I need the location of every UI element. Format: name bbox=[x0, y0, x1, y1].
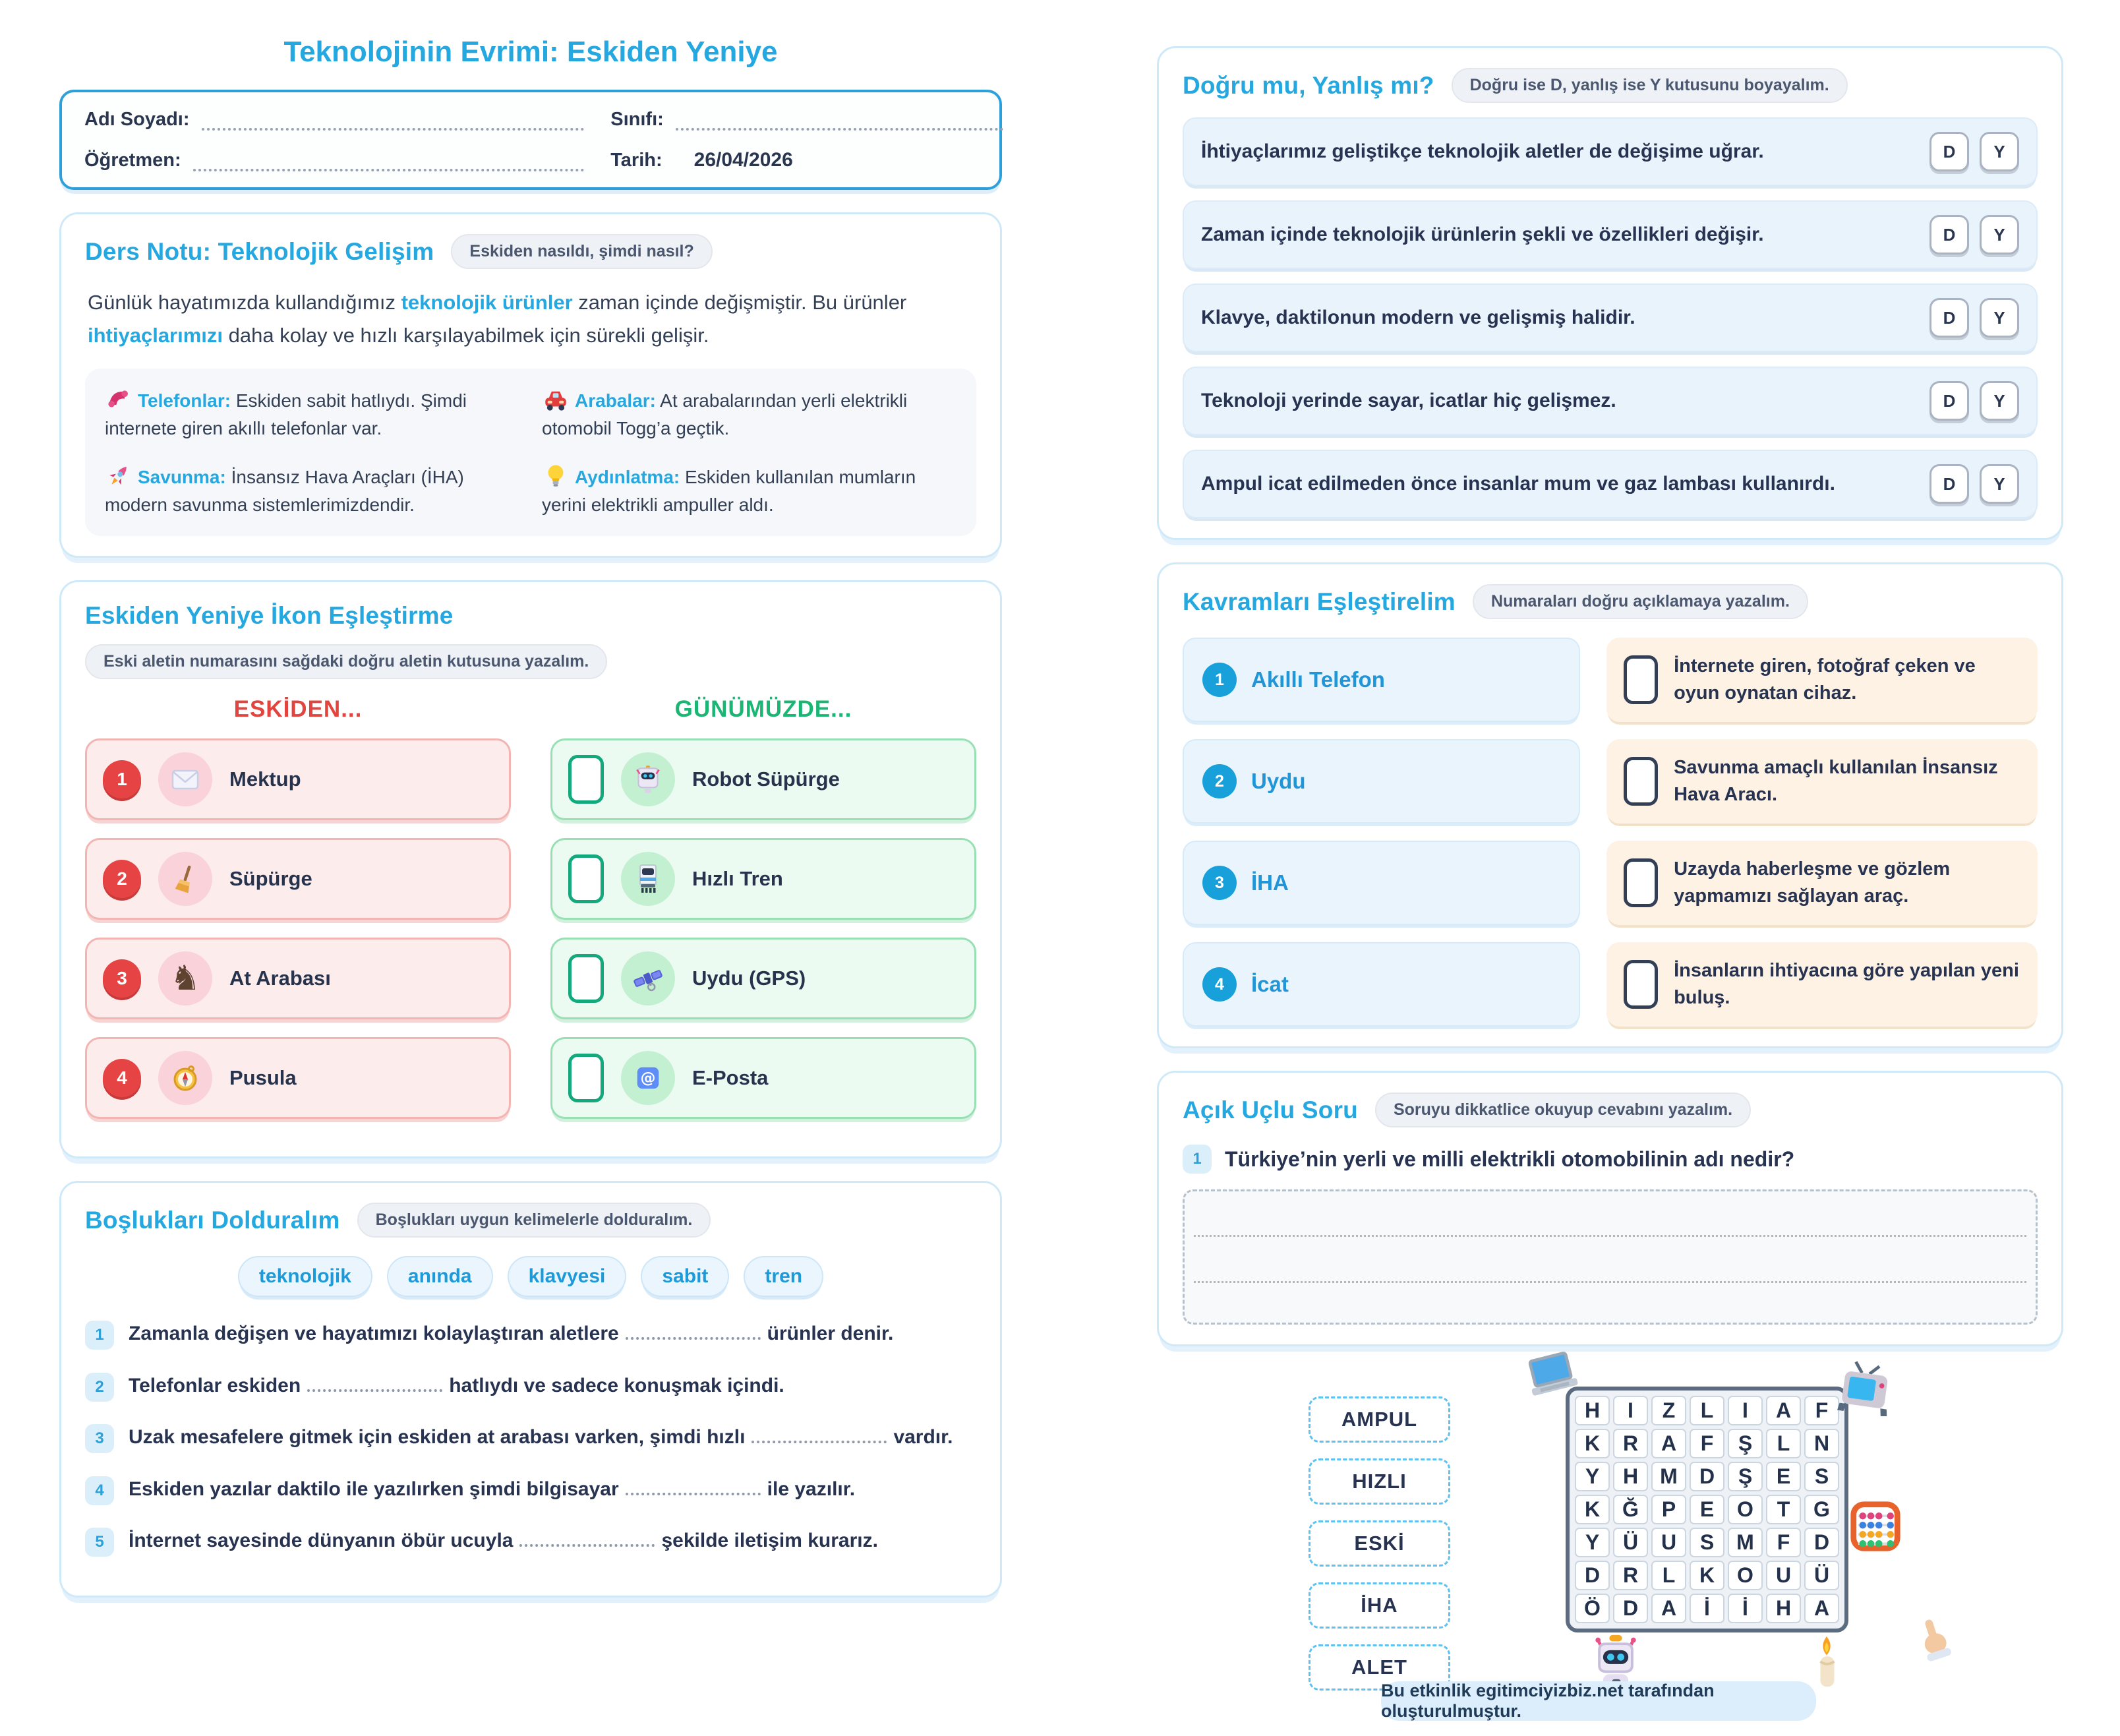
lesson-item-label: Aydınlatma: bbox=[575, 467, 680, 488]
new-item-label: Robot Süpürge bbox=[692, 767, 840, 791]
old-column bbox=[85, 696, 511, 1137]
letter-cell: N bbox=[1804, 1429, 1839, 1458]
blank-line[interactable] bbox=[519, 1541, 655, 1547]
old-item-atarabasi bbox=[85, 938, 511, 1019]
lesson-item-text: Eskiden sabit hatlıydı. Şimdi internete giren akıllı telefonlar var. bbox=[105, 390, 467, 439]
phone-icon bbox=[105, 386, 132, 413]
old-item-label: At Arabası bbox=[229, 967, 331, 990]
d-button[interactable]: D bbox=[1929, 298, 1969, 338]
statement-text: Klavye, daktilonun modern ve gelişmiş halidir. bbox=[1201, 307, 1635, 328]
old-item-mektup bbox=[85, 738, 511, 820]
statement-text: Teknoloji yerinde sayar, icatlar hiç gelişmez. bbox=[1201, 390, 1616, 411]
letter-cell: A bbox=[1651, 1594, 1686, 1623]
definition-text: Savunma amaçlı kullanılan İnsansız Hava Aracı. bbox=[1674, 757, 1998, 805]
fill-sentence bbox=[85, 1317, 976, 1352]
new-item-label: Hızlı Tren bbox=[692, 867, 783, 891]
answer-checkbox[interactable] bbox=[568, 954, 604, 1003]
word-chip: teknolojik bbox=[238, 1256, 372, 1297]
answer-checkbox[interactable] bbox=[568, 854, 604, 903]
letter-cell: L bbox=[1766, 1429, 1801, 1458]
letter-cell: K bbox=[1690, 1561, 1724, 1590]
letter-cell: K bbox=[1575, 1429, 1610, 1458]
letter-cell: S bbox=[1690, 1528, 1724, 1557]
true-false-card bbox=[1157, 46, 2063, 540]
fill-sentence bbox=[85, 1524, 976, 1559]
answer-area[interactable] bbox=[1183, 1189, 2038, 1325]
letter-cell: Y bbox=[1575, 1528, 1610, 1557]
blank-line[interactable] bbox=[751, 1438, 887, 1443]
new-item-robotsupurge bbox=[550, 738, 976, 820]
number-badge: 2 bbox=[103, 860, 141, 898]
question-number: 1 bbox=[1183, 1145, 1212, 1174]
candle-icon bbox=[1806, 1634, 1847, 1689]
old-item-label: Mektup bbox=[229, 767, 301, 791]
letter-cell: Ğ bbox=[1613, 1495, 1648, 1524]
envelope-icon bbox=[158, 752, 212, 806]
lesson-item-label: Telefonlar: bbox=[138, 390, 231, 411]
fill-sentence bbox=[85, 1420, 976, 1455]
concept-label: İHA bbox=[1251, 870, 1289, 895]
statement-text: Zaman içinde teknolojik ürünlerin şekli ve özellikleri değişir. bbox=[1201, 224, 1764, 245]
answer-writing-line bbox=[1194, 1235, 2026, 1237]
concept-item bbox=[1183, 942, 1580, 1027]
answer-checkbox[interactable] bbox=[1624, 655, 1658, 704]
letter-cell: I bbox=[1613, 1396, 1648, 1425]
lesson-item-cars bbox=[542, 386, 957, 442]
icon-match-title: Eskiden Yeniye İkon Eşleştirme bbox=[85, 602, 454, 630]
sentence-number: 5 bbox=[85, 1528, 114, 1557]
concept-label: Akıllı Telefon bbox=[1251, 667, 1385, 692]
new-item-label: E-Posta bbox=[692, 1066, 769, 1090]
sentence-text: ile yazılır. bbox=[767, 1478, 856, 1500]
concept-item bbox=[1183, 739, 1580, 823]
letter-cell: D bbox=[1613, 1594, 1648, 1623]
letter-cell: İ bbox=[1728, 1594, 1763, 1623]
letter-cell: R bbox=[1613, 1429, 1648, 1458]
sentence-text: Uzak mesafelere gitmek için eskiden at arabası varken, şimdi hızlı bbox=[129, 1426, 746, 1449]
word-search-word: İHA bbox=[1309, 1582, 1450, 1629]
answer-checkbox[interactable] bbox=[1624, 858, 1658, 907]
lesson-item-defense bbox=[105, 462, 519, 519]
letter-cell: U bbox=[1651, 1528, 1686, 1557]
answer-checkbox[interactable] bbox=[568, 755, 604, 804]
sentence-text: vardır. bbox=[893, 1426, 953, 1449]
letter-cell: Ö bbox=[1575, 1594, 1610, 1623]
sentence-text: ürünler denir. bbox=[767, 1323, 894, 1345]
fill-blanks-title: Boşlukları Dolduralım bbox=[85, 1206, 340, 1234]
letter-cell: K bbox=[1575, 1495, 1610, 1524]
number-badge: 1 bbox=[103, 760, 141, 798]
icon-match-badge: Eski aletin numarasını sağdaki doğru aletin kutusuna yazalım. bbox=[85, 644, 607, 679]
letter-cell: S bbox=[1804, 1462, 1839, 1491]
letter-cell: H bbox=[1613, 1462, 1648, 1491]
answer-checkbox[interactable] bbox=[1624, 757, 1658, 806]
concept-match-title: Kavramları Eşleştirelim bbox=[1183, 587, 1456, 615]
number-badge: 4 bbox=[103, 1059, 141, 1097]
open-question-card bbox=[1157, 1071, 2063, 1346]
true-false-title: Doğru mu, Yanlış mı? bbox=[1183, 71, 1434, 99]
definition-text: İnsanların ihtiyacına göre yapılan yeni buluş. bbox=[1674, 960, 2019, 1008]
open-question-title: Açık Uçlu Soru bbox=[1183, 1096, 1358, 1123]
lesson-item-phones bbox=[105, 386, 519, 442]
letter-cell: G bbox=[1804, 1495, 1839, 1524]
letter-cell: M bbox=[1651, 1462, 1686, 1491]
concept-number: 4 bbox=[1202, 967, 1237, 1002]
word-chip: tren bbox=[744, 1256, 823, 1297]
highlight-text: ihtiyaçlarımızı bbox=[88, 323, 223, 347]
teacher-input-line[interactable] bbox=[193, 149, 585, 171]
fill-sentence bbox=[85, 1369, 976, 1404]
paragraph-text: daha kolay ve hızlı karşılayabilmek için sürekli gelişir. bbox=[223, 323, 709, 347]
letter-cell: M bbox=[1728, 1528, 1763, 1557]
icon-match-card bbox=[59, 580, 1002, 1158]
concept-label: Uydu bbox=[1251, 769, 1306, 793]
lesson-item-text: At arabalarından yerli elektrikli otomobil Togg’a geçtik. bbox=[542, 390, 908, 439]
lesson-item-label: Savunma: bbox=[138, 467, 226, 488]
letter-cell: F bbox=[1690, 1429, 1724, 1458]
statement-row bbox=[1183, 117, 2038, 186]
email-icon bbox=[621, 1051, 675, 1105]
highlight-text: teknolojik ürünler bbox=[401, 291, 573, 314]
satellite-icon bbox=[621, 951, 675, 1005]
compass-icon bbox=[158, 1051, 212, 1105]
letter-cell: A bbox=[1804, 1594, 1839, 1623]
word-chip: klavyesi bbox=[508, 1256, 627, 1297]
date-field-row bbox=[610, 149, 1003, 171]
page-title: Teknolojinin Evrimi: Eskiden Yeniye bbox=[283, 36, 778, 68]
letter-cell: Ş bbox=[1728, 1462, 1763, 1491]
old-item-label: Süpürge bbox=[229, 867, 312, 891]
answer-writing-line bbox=[1194, 1281, 2026, 1283]
word-search-word: HIZLI bbox=[1309, 1458, 1450, 1505]
concept-item bbox=[1183, 841, 1580, 925]
letter-cell: H bbox=[1766, 1594, 1801, 1623]
definition-text: Uzayda haberleşme ve gözlem yapmamızı sağlayan araç. bbox=[1674, 858, 1951, 907]
word-search-section bbox=[1157, 1357, 2063, 1736]
letter-cell: Y bbox=[1575, 1462, 1610, 1491]
old-item-supurge bbox=[85, 838, 511, 920]
sentence-number: 2 bbox=[85, 1373, 114, 1402]
name-label: Adı Soyadı: bbox=[84, 109, 190, 130]
concept-number: 3 bbox=[1202, 866, 1237, 900]
fill-blanks-card bbox=[59, 1181, 1002, 1598]
letter-cell: D bbox=[1690, 1462, 1724, 1491]
definition-item bbox=[1606, 638, 2038, 722]
y-button[interactable]: Y bbox=[1980, 132, 2019, 171]
word-chip: anında bbox=[387, 1256, 493, 1297]
old-item-pusula bbox=[85, 1037, 511, 1119]
abacus-icon bbox=[1848, 1499, 1903, 1554]
robot-icon bbox=[621, 752, 675, 806]
open-question-badge: Soruyu dikkatlice okuyup cevabını yazalım. bbox=[1375, 1092, 1751, 1127]
old-item-label: Pusula bbox=[229, 1066, 297, 1090]
letter-cell: F bbox=[1766, 1528, 1801, 1557]
letter-cell: E bbox=[1690, 1495, 1724, 1524]
new-column bbox=[550, 696, 976, 1137]
statement-row bbox=[1183, 284, 2038, 352]
d-button[interactable]: D bbox=[1929, 381, 1969, 421]
new-column-header: GÜNÜMÜZDE... bbox=[674, 696, 852, 723]
svg-text:@: @ bbox=[640, 1069, 656, 1087]
letter-cell: D bbox=[1575, 1561, 1610, 1590]
y-button[interactable]: Y bbox=[1980, 215, 2019, 254]
name-field-row bbox=[84, 108, 584, 131]
letter-cell: A bbox=[1766, 1396, 1801, 1425]
concept-item bbox=[1183, 638, 1580, 722]
letter-cell: O bbox=[1728, 1495, 1763, 1524]
new-item-label: Uydu (GPS) bbox=[692, 967, 806, 990]
word-bank bbox=[85, 1256, 976, 1297]
train-icon bbox=[621, 852, 675, 906]
letter-cell: İ bbox=[1690, 1594, 1724, 1623]
new-item-eposta bbox=[550, 1037, 976, 1119]
letter-cell: L bbox=[1651, 1561, 1686, 1590]
sentence-number: 3 bbox=[85, 1424, 114, 1453]
statement-row bbox=[1183, 200, 2038, 269]
attribution-footer: Bu etkinlik egitimciyizbiz.net tarafından oluşturulmuştur. bbox=[1381, 1681, 1816, 1721]
y-button[interactable]: Y bbox=[1980, 298, 2019, 338]
definition-text: İnternete giren, fotoğraf çeken ve oyun oynatan cihaz. bbox=[1674, 655, 1976, 703]
laptop-icon bbox=[1523, 1352, 1582, 1403]
old-column-header: ESKİDEN... bbox=[233, 696, 363, 723]
word-search-word: ESKİ bbox=[1309, 1520, 1450, 1567]
statement-row bbox=[1183, 450, 2038, 518]
lesson-examples-box bbox=[85, 369, 976, 536]
paragraph-text: Günlük hayatımızda kullandığımız bbox=[88, 291, 401, 314]
lesson-item-text: Eskiden kullanılan mumların yerini elektrikli ampuller aldı. bbox=[542, 467, 916, 516]
lesson-paragraph bbox=[88, 286, 974, 351]
sentence-number: 4 bbox=[85, 1476, 114, 1505]
teacher-field-row bbox=[84, 149, 584, 171]
concept-number: 1 bbox=[1202, 663, 1237, 697]
date-label: Tarih: bbox=[610, 150, 662, 171]
bulb-icon bbox=[542, 462, 570, 490]
sentence-number: 1 bbox=[85, 1321, 114, 1350]
sentence-text: hatlıydı ve sadece konuşmak içindi. bbox=[449, 1374, 784, 1396]
number-badge: 3 bbox=[103, 959, 141, 998]
letter-cell: E bbox=[1766, 1462, 1801, 1491]
letter-cell: Ü bbox=[1613, 1528, 1648, 1557]
letter-cell: O bbox=[1728, 1561, 1763, 1590]
horse-icon: ♞ bbox=[158, 951, 212, 1005]
rocket-icon bbox=[105, 462, 132, 490]
date-value: 26/04/2026 bbox=[693, 149, 793, 171]
letter-cell: Z bbox=[1651, 1396, 1686, 1425]
concept-match-badge: Numaraları doğru açıklamaya yazalım. bbox=[1473, 584, 1808, 619]
name-input-line[interactable] bbox=[202, 108, 585, 131]
word-search-word: ALET bbox=[1309, 1644, 1450, 1691]
letter-cell: F bbox=[1804, 1396, 1839, 1425]
concept-match-card bbox=[1157, 562, 2063, 1048]
letter-cell: U bbox=[1766, 1561, 1801, 1590]
letter-cell: H bbox=[1575, 1396, 1610, 1425]
class-field-row bbox=[610, 108, 1003, 131]
concept-label: İcat bbox=[1251, 972, 1289, 996]
letter-cell: A bbox=[1651, 1429, 1686, 1458]
broom-icon bbox=[158, 852, 212, 906]
definition-item bbox=[1606, 942, 2038, 1027]
fill-blanks-badge: Boşlukları uygun kelimelerle dolduralım. bbox=[357, 1203, 711, 1238]
true-false-badge: Doğru ise D, yanlış ise Y kutusunu boyayalım. bbox=[1452, 68, 1848, 103]
tv-icon bbox=[1835, 1361, 1895, 1416]
y-button[interactable]: Y bbox=[1980, 464, 2019, 504]
blank-line[interactable] bbox=[307, 1387, 442, 1392]
student-info-box bbox=[59, 90, 1002, 190]
letter-cell: Ü bbox=[1804, 1561, 1839, 1590]
lesson-note-card bbox=[59, 212, 1002, 558]
blank-line[interactable] bbox=[626, 1334, 761, 1340]
statement-row bbox=[1183, 367, 2038, 435]
letter-cell: D bbox=[1804, 1528, 1839, 1557]
letter-cell: I bbox=[1728, 1396, 1763, 1425]
fill-sentence bbox=[85, 1472, 976, 1507]
letter-cell: P bbox=[1651, 1495, 1686, 1524]
lesson-item-text: İnsansız Hava Araçları (İHA) modern savunma sistemlerimizdendir. bbox=[105, 467, 464, 516]
y-button[interactable]: Y bbox=[1980, 381, 2019, 421]
teacher-label: Öğretmen: bbox=[84, 150, 181, 171]
word-chip: sabit bbox=[641, 1256, 729, 1297]
letter-cell: L bbox=[1690, 1396, 1724, 1425]
paragraph-text: zaman içinde değişmiştir. Bu ürünler bbox=[572, 291, 907, 314]
statement-text: İhtiyaçlarımız geliştikçe teknolojik aletler de değişime uğrar. bbox=[1201, 140, 1764, 162]
lesson-note-title: Ders Notu: Teknolojik Gelişim bbox=[85, 237, 434, 265]
answer-checkbox[interactable] bbox=[568, 1054, 604, 1102]
question-text: Türkiye’nin yerli ve milli elektrikli otomobilinin adı nedir? bbox=[1225, 1147, 1795, 1171]
letter-cell: T bbox=[1766, 1495, 1801, 1524]
sentence-text: İnternet sayesinde dünyanın öbür ucuyla bbox=[129, 1530, 514, 1552]
d-button[interactable]: D bbox=[1929, 215, 1969, 254]
new-item-uydugps bbox=[550, 938, 976, 1019]
concept-number: 2 bbox=[1202, 764, 1237, 798]
statement-text: Ampul icat edilmeden önce insanlar mum ve gaz lambası kullanırdı. bbox=[1201, 473, 1835, 494]
class-input-line[interactable] bbox=[676, 108, 1003, 131]
car-icon bbox=[542, 386, 570, 413]
d-button[interactable]: D bbox=[1929, 464, 1969, 504]
sentence-text: Zamanla değişen ve hayatımızı kolaylaştıran aletlere bbox=[129, 1323, 619, 1345]
blank-line[interactable] bbox=[626, 1490, 761, 1495]
letter-cell: Ş bbox=[1728, 1429, 1763, 1458]
word-search-grid[interactable] bbox=[1566, 1387, 1848, 1632]
sentence-text: şekilde iletişim kurarız. bbox=[661, 1530, 878, 1552]
lesson-item-lighting bbox=[542, 462, 957, 519]
new-item-hizlitren bbox=[550, 838, 976, 920]
sentence-text: Eskiden yazılar daktilo ile yazılırken şimdi bilgisayar bbox=[129, 1478, 619, 1500]
lesson-item-label: Arabalar: bbox=[575, 390, 656, 411]
class-label: Sınıfı: bbox=[610, 109, 664, 130]
word-search-word: AMPUL bbox=[1309, 1396, 1450, 1443]
sentence-text: Telefonlar eskiden bbox=[129, 1374, 301, 1396]
pointing-hand-icon bbox=[1915, 1617, 1953, 1661]
lesson-note-badge: Eskiden nasıldı, şimdi nasıl? bbox=[451, 234, 712, 269]
definition-item bbox=[1606, 841, 2038, 925]
answer-checkbox[interactable] bbox=[1624, 960, 1658, 1009]
d-button[interactable]: D bbox=[1929, 132, 1969, 171]
definition-item bbox=[1606, 739, 2038, 823]
letter-cell: R bbox=[1613, 1561, 1648, 1590]
